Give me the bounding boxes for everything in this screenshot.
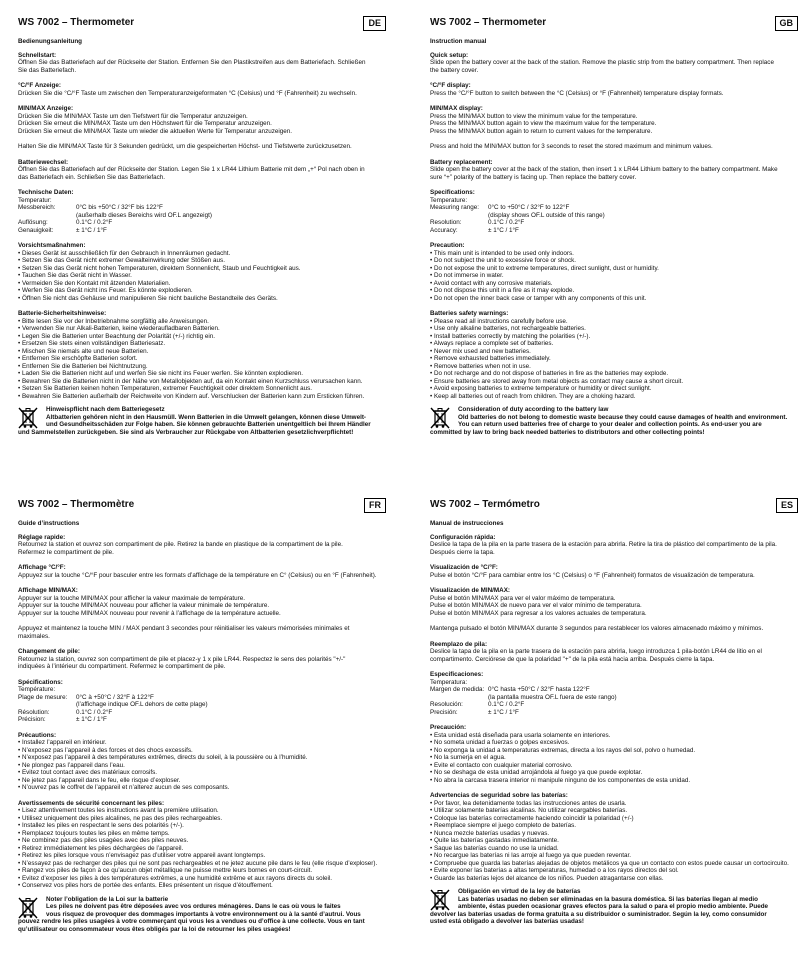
spec-row xyxy=(18,219,386,227)
spacer xyxy=(18,74,386,78)
crossed-bin-icon xyxy=(430,406,450,430)
battery-safety-text: • Nunca mezcle baterías usadas y nuevas. xyxy=(430,829,550,837)
title-row xyxy=(430,498,798,514)
spacer xyxy=(18,97,386,101)
battery-replacement-text: indiquées à l’intérieur du compartiment. Refermez le compartiment de pile. xyxy=(18,663,226,670)
battery-safety-heading: Avertissements de sécurité concernant les piles: xyxy=(18,799,165,807)
panel-title: WS 7002 – Thermometer xyxy=(430,17,547,28)
minmax-reset-text: Press and hold the MIN/MAX button for 3 seconds to reset the stored maximum and minimum values. xyxy=(430,143,713,150)
precautions-text: • Installez l’appareil en intérieur. xyxy=(18,739,107,746)
quick-setup-text: the battery cover. xyxy=(430,66,479,74)
spec-value: ± 1°C / 1°F xyxy=(488,708,519,716)
spec-key: Auflösung: xyxy=(18,219,48,226)
disposal-title: Obligación en virtud de la ley de baterías xyxy=(458,888,581,895)
spec-value: 0°C à +50°C / 32°F à 122°F xyxy=(76,693,154,701)
disposal-title: Noter l’obligation de la Loi sur la batterie xyxy=(46,895,169,903)
battery-replacement-text: Retournez la station, ouvrez son compartiment de pile et placez-y 1 x pile LR44. Respectez le sens des polarités "+/-" xyxy=(18,655,346,663)
panel-gb xyxy=(430,16,798,436)
battery-safety-text: • Por favor, lea detenidamente todas las instrucciones antes de usarla. xyxy=(430,799,627,807)
unit-display-text: Drücken Sie die °C/°F Taste um zwischen den Temperaturanzeigeformaten °C (Celsius) und °F (Fahrenheit) zu wechseln. xyxy=(18,89,357,97)
disposal-line: Les piles ne doivent pas être déposées avec vos ordures ménagères. Dans le cas où vous le faites xyxy=(46,903,341,910)
battery-safety-text: • Ensure batteries are stored away from metal objects as contact may cause a short circuit. xyxy=(430,377,684,385)
precautions-text: • Setzen Sie das Gerät nicht extremer Gewalteinwirkung oder Stößen aus. xyxy=(18,257,225,264)
disposal-line: qu’utilisateur ou consommateur vous êtes obligés par la loi de retourner les piles usagées! xyxy=(18,925,291,933)
precautions-text: • N’ouvrez pas le coffret de l’appareil et n’alterez aucun de ses composants. xyxy=(18,784,230,791)
battery-safety-text: • Entfernen Sie die Batterien bei Nichtnutzung. xyxy=(18,362,148,370)
battery-safety-text: • Avoid exposing batteries to extreme temperature or humidity or direct sunlight. xyxy=(430,385,652,392)
minmax-reset-text: Mantenga pulsado el botón MIN/MAX durante 3 segundos para restablecer los valores almacenado máximo y mínimos. xyxy=(430,625,764,632)
spec-row xyxy=(18,227,386,235)
disposal-title: Consideration of duty according to the battery law xyxy=(458,406,609,413)
spec-key xyxy=(18,212,76,220)
battery-safety-text: • Laden Sie die Batterien nicht auf und werfen Sie sie nicht ins Feuer werfen. Sie könnten explodieren. xyxy=(18,370,304,377)
spec-value: 0°C hasta +50°C / 32°F hasta 122°F xyxy=(488,686,590,693)
battery-safety-text: • Quite las baterías gastadas inmediatamente. xyxy=(430,837,559,844)
spec-temperature-label: Temperatura: xyxy=(430,678,468,686)
spec-row xyxy=(430,219,798,227)
minmax-display-heading: MIN/MAX Anzeige: xyxy=(18,105,74,112)
quick-setup-heading: Réglage rapide: xyxy=(18,533,66,541)
battery-replacement-text: Deslice la tapa de la pila en la parte trasera de la estación para abrirla, luego introduzca 1 pila-botón LR44 de litio en el xyxy=(430,648,762,655)
disposal-line: You can return used batteries free of charge to your dealer and collection points. As end-user you are xyxy=(458,421,762,428)
language-badge: ES xyxy=(776,498,798,513)
title-row xyxy=(430,16,798,32)
battery-safety-text: • Ersetzen Sie stets einen vollständigen Batteriesatz. xyxy=(18,340,166,347)
precautions-text: • Esta unidad está diseñada para usarla solamente en interiores. xyxy=(430,731,611,739)
battery-safety-text: • Verwenden Sie nur Alkali-Batterien, keine wiederaufladbaren Batterien. xyxy=(18,325,220,332)
spec-row xyxy=(430,212,798,220)
disposal-line: Old batteries do not belong to domestic waste because they could cause damages of health and environment. xyxy=(458,413,788,421)
spacer xyxy=(430,151,798,155)
minmax-reset-text: Halten Sie die MIN/MAX Taste für 3 Sekunden gedrückt, um die gespeicherten Höchst- und Tiefstwerte zurückzusetzen. xyxy=(18,143,352,150)
spec-value: ± 1°C / 1°F xyxy=(76,716,107,723)
spec-value: (display shows OF.L outside of this range) xyxy=(488,211,605,219)
quick-setup-heading: Configuración rápida: xyxy=(430,533,496,541)
spacer xyxy=(430,556,798,560)
panel-fr xyxy=(18,498,386,933)
battery-safety-text: • N’essayez pas de recharger des piles qui ne sont pas rechargeables et ne jetez aucune pile dans le feu (elle risque d’exploser). xyxy=(18,859,378,867)
spec-temperature-label: Température: xyxy=(18,686,56,693)
panel-title: WS 7002 – Thermomètre xyxy=(18,499,135,510)
battery-safety-text: • Never mix used and new batteries. xyxy=(430,347,531,355)
battery-safety-text: • Compruebe que guarda las baterías alejadas de objetos metálicos ya que un contacto con estos puede causar un cortocircuito. xyxy=(430,859,789,867)
spec-temperature-label: Temperature: xyxy=(430,196,468,204)
minmax-display-text: Appuyer sur la touche MIN/MAX pour afficher la valeur maximale de température. xyxy=(18,594,246,602)
spacer xyxy=(430,74,798,78)
precautions-heading: Precaution: xyxy=(430,242,465,249)
battery-disposal-notice xyxy=(430,406,798,436)
precautions-text: • No exponga la unidad a temperaturas extremas, directa a los rayos del sol, polvo o humedad. xyxy=(430,746,696,754)
spacer xyxy=(18,151,386,155)
spacer xyxy=(430,302,798,306)
unit-display-heading: Visualización de °C/°F: xyxy=(430,564,498,571)
crossed-bin-icon xyxy=(18,896,38,920)
battery-safety-text: • Utilisez uniquement des piles alcalines, ne pas des piles rechargeables. xyxy=(18,814,223,822)
spec-row xyxy=(430,709,798,717)
disposal-line: devolver las baterías usadas de forma gratuita a su distribuidor o suministrador. Según la ley, como consumidor xyxy=(430,910,767,918)
spacer xyxy=(430,579,798,583)
spec-key: Measuring range: xyxy=(430,204,480,211)
spacer xyxy=(430,784,798,788)
spec-row xyxy=(430,694,798,702)
battery-safety-text: • Entfernen Sie erschöpfte Batterien sofort. xyxy=(18,355,138,362)
spec-key: Résolution: xyxy=(18,708,50,716)
disposal-line: vous risquez de provoquer des dommages importants à votre environnement ou à la santé d’autrui. Vous xyxy=(46,910,361,918)
battery-safety-text: • Please read all instructions carefully before use. xyxy=(430,317,568,325)
battery-replacement-heading: Changement de pile: xyxy=(18,648,80,655)
disposal-text xyxy=(430,888,769,926)
minmax-display-text: Appuyer sur la touche MIN/MAX nouveau pour revenir à l’affichage de la température actuelle. xyxy=(18,609,281,617)
battery-disposal-notice xyxy=(430,888,798,926)
battery-safety-text: • Rangez vos piles de façon à ce qu’aucun objet métallique ne puisse mettre leurs bornes en court-circuit. xyxy=(18,867,313,874)
unit-display-heading: °C/°F Anzeige: xyxy=(18,82,61,89)
minmax-display-text: Drücken Sie erneut die MIN/MAX Taste um den Höchstwert für die Temperatur anzuzeigen. xyxy=(18,120,272,127)
spec-key: Genauigkeit: xyxy=(18,226,54,234)
spec-row xyxy=(18,701,386,709)
minmax-display-text: Appuyer sur la touche MIN/MAX nouveau pour afficher la valeur minimale de température. xyxy=(18,602,270,609)
spacer xyxy=(430,663,798,667)
quick-setup-heading: Quick setup: xyxy=(430,51,469,59)
precautions-text: • Öffnen Sie nicht das Gehäuse und manipulieren Sie nicht bauliche Bestandteile des Geräts. xyxy=(18,294,278,302)
precautions-text: • No la sumerja en el agua. xyxy=(430,754,506,761)
precautions-text: • Ne plongez pas l’appareil dans l’eau. xyxy=(18,761,125,769)
spacer xyxy=(18,234,386,238)
disposal-line: und Sammelstellen zurückgeben. Sie sind als Verbraucher zur Rückgabe von Altbatterien gesetzlichverpflichtet! xyxy=(18,428,354,436)
spec-key xyxy=(18,701,76,709)
spec-key: Accuracy: xyxy=(430,226,458,234)
battery-safety-text: • Ne combinez pas des piles usagées avec des piles neuves. xyxy=(18,837,189,844)
precautions-text: • Vermeiden Sie den Kontakt mit ätzenden Materialien. xyxy=(18,279,171,287)
quick-setup-text: Retournez la station et ouvrez son compartiment de pile. Retirez la bande en plastique de la compartiment de la pile. xyxy=(18,541,343,548)
specifications-heading: Spécifications: xyxy=(18,678,63,686)
spec-value: 0°C bis +50°C / 32°F bis 122°F xyxy=(76,204,163,211)
precautions-heading: Précautions: xyxy=(18,731,57,739)
precautions-text: • Do not immerse in water. xyxy=(430,272,504,279)
minmax-display-text: Press the MIN/MAX button again to return to current values for the temperature. xyxy=(430,127,653,135)
spec-key: Précision: xyxy=(18,716,46,723)
minmax-display-text: Pulse el botón MIN/MAX para regresar a los valores actuales de temperatura. xyxy=(430,609,647,617)
disposal-line: Altbatterien gehören nicht in den Hausmüll. Wenn Batterien in die Umwelt gelangen, können diese Umwelt- xyxy=(46,413,367,421)
minmax-display-text: Pulse el botón MIN/MAX de nuevo para ver el valor mínimo de temperatura. xyxy=(430,602,642,609)
specifications-heading: Especificaciones: xyxy=(430,671,484,678)
spacer xyxy=(18,724,386,728)
precautions-text: • Do not subject the unit to excessive force or shock. xyxy=(430,257,577,264)
spacer xyxy=(18,640,386,644)
battery-safety-text: • Setzen Sie Batterien keinen hohen Temperaturen, extremer Feuchtigkeit oder direktem Sonnenlicht aus. xyxy=(18,385,313,392)
spec-key: Resolution: xyxy=(430,219,462,226)
minmax-display-heading: Affichage MIN/MAX: xyxy=(18,587,78,594)
spec-key: Precisión: xyxy=(430,708,458,716)
battery-safety-text: • Remove exhausted batteries immediately. xyxy=(430,355,551,362)
minmax-reset-text: Appuyez et maintenez la touche MIN / MAX pendant 3 secondes pour réinitialiser les valeurs mémorisées minimales et xyxy=(18,625,350,632)
panel-de xyxy=(18,16,386,436)
spec-value: 0.1°C / 0.2°F xyxy=(488,701,525,708)
quick-setup-text: Öffnen Sie das Batteriefach auf der Rückseite der Station. Entfernen Sie den Plastikstreifen aus dem Batteriefach. Schließen xyxy=(18,59,366,66)
battery-safety-text: • Always replace a complete set of batteries. xyxy=(430,340,554,347)
battery-safety-text: • Evitez d’exposer les piles à des températures extrêmes, a une humidité extrême et aux rayons directs du soleil. xyxy=(18,874,333,882)
panel-es xyxy=(430,498,798,926)
quick-setup-text: Sie das Batteriefach. xyxy=(18,66,77,74)
battery-safety-text: • Retirez les piles lorsque vous n’envisagez pas d’utiliser votre appareil avant longtemps. xyxy=(18,852,266,859)
battery-safety-text: • Install batteries correctly by matching the polarities (+/-). xyxy=(430,332,591,340)
spacer xyxy=(18,579,386,583)
spec-row xyxy=(430,227,798,235)
spec-row xyxy=(18,212,386,220)
spec-row xyxy=(18,694,386,702)
disposal-text xyxy=(430,406,788,436)
quick-setup-heading: Schnellstart: xyxy=(18,51,57,59)
battery-safety-text: • Legen Sie die Batterien unter Beachtung der Polarität (+/-) richtig ein. xyxy=(18,332,215,340)
precautions-text: • Setzen Sie das Gerät nicht hohen Temperaturen, direktem Sonnenlicht, Staub und Feuchtigkeit aus. xyxy=(18,264,301,272)
minmax-reset-text: maximales. xyxy=(18,632,50,640)
battery-safety-text: • Coloque las baterías correctamente haciendo coincidir la polaridad (+/-) xyxy=(430,814,634,822)
spec-value: 0°C to +50°C / 32°F to 122°F xyxy=(488,204,570,211)
spacer xyxy=(430,633,798,637)
spec-value: (l’affichage indique OF.L dehors de cette plage) xyxy=(76,701,208,708)
battery-safety-text: • Installez les piles en respectant le sens des polarités (+/-). xyxy=(18,822,184,829)
battery-replacement-text: sure “+” polarity of the battery is facing up. Then replace the battery cover. xyxy=(430,173,637,181)
battery-safety-text: • Do not recharge and do not dispose of batteries in fire as the batteries may explode. xyxy=(430,370,669,377)
spec-value: (außerhalb dieses Bereichs wird OF.L angezeigt) xyxy=(76,211,212,219)
precautions-text: • Werfen Sie das Gerät nicht ins Feuer. Es könnte explodieren. xyxy=(18,287,193,294)
spec-row xyxy=(430,204,798,212)
manual-subtitle: Bedienungsanleitung xyxy=(18,38,83,45)
minmax-display-text: Drücken Sie die MIN/MAX Taste um den Tiefstwert für die Temperatur anzuzeigen. xyxy=(18,112,248,120)
panel-title: WS 7002 – Thermometer xyxy=(18,17,135,28)
battery-safety-text: • No recargue las baterías ni las arroje al fuego ya que pueden reventar. xyxy=(430,852,632,859)
quick-setup-text: Refermez le compartiment de pile. xyxy=(18,548,114,556)
spacer xyxy=(18,181,386,185)
unit-display-text: Appuyez sur la touche °C/°F pour basculer entre les formats d’affichage de la température en C° (Celsius) ou en °F (Fahrenheit). xyxy=(18,571,377,579)
battery-safety-heading: Batterie-Sicherheitshinweise: xyxy=(18,310,107,317)
precautions-text: • No someta unidad a fuerzas o golpes excesivos. xyxy=(430,739,570,746)
battery-safety-text: • Remplacez toujours toutes les piles en même temps. xyxy=(18,829,170,837)
quick-setup-text: Deslice la tapa de la pila en la parte trasera de la estación para abrirla. Retire la tira de plástico del compartimento de la pila. xyxy=(430,541,777,548)
precautions-text: • Ne jetez pas l’appareil dans le feu, elle risque d’exploser. xyxy=(18,776,181,784)
spacer xyxy=(18,302,386,306)
disposal-text xyxy=(18,895,365,934)
manual-subtitle: Manual de instrucciones xyxy=(430,520,504,527)
language-badge: FR xyxy=(364,498,386,513)
title-row xyxy=(18,16,386,32)
minmax-display-heading: MIN/MAX display: xyxy=(430,105,483,112)
battery-safety-text: • Bewahren Sie Batterien außerhalb der Reichweite von Kindern auf. Verschlucken der Batterien kann zum Ersticken führen. xyxy=(18,392,365,400)
minmax-display-heading: Visualización de MIN/MAX: xyxy=(430,587,511,594)
precautions-text: • Avoid contact with any corrosive materials. xyxy=(430,279,553,287)
battery-safety-text: • Lisez attentivement toutes les instructions avant la première utilisation. xyxy=(18,807,219,814)
disposal-text xyxy=(18,406,371,436)
specifications-heading: Specifications: xyxy=(430,189,475,196)
crossed-bin-icon xyxy=(18,406,38,430)
precautions-text: • Do not dispose this unit in a fire as it may explode. xyxy=(430,287,575,294)
battery-disposal-notice xyxy=(18,406,386,436)
minmax-display-text: Drücken Sie erneut die MIN/MAX Taste um wieder die aktuellen Werte für Temperatur anzuzeigen. xyxy=(18,127,293,135)
spec-value: ± 1°C / 1°F xyxy=(76,226,107,234)
title-row xyxy=(18,498,386,514)
spec-row xyxy=(18,204,386,212)
precautions-text: • No se deshaga de esta unidad arrojándola al fuego ya que puede explotar. xyxy=(430,769,643,776)
unit-display-heading: Affichage °C/°F: xyxy=(18,564,66,571)
battery-replacement-text: das Batteriefach ein. Schließen Sie das Batteriefach. xyxy=(18,173,166,181)
precautions-text: • Evitez tout contact avec des matériaux corrosifs. xyxy=(18,769,158,776)
battery-safety-text: • Remove batteries when not in use. xyxy=(430,362,531,370)
disposal-line: usted está obligado a devolver las baterías usadas! xyxy=(430,918,584,925)
spec-key: Messbereich: xyxy=(18,204,56,211)
language-badge: DE xyxy=(363,16,386,31)
spec-temperature-label: Temperatur: xyxy=(18,196,52,204)
spacer xyxy=(430,234,798,238)
spacer xyxy=(18,792,386,796)
spec-row xyxy=(18,709,386,717)
spacer xyxy=(18,671,386,675)
precautions-text: • Dieses Gerät ist ausschließlich für den Gebrauch in Innenräumen gedacht. xyxy=(18,249,231,257)
precautions-text: • This main unit is intended to be used only indoors. xyxy=(430,249,574,257)
spacer xyxy=(430,97,798,101)
battery-safety-text: • Saque las baterías cuando no use la unidad. xyxy=(430,844,559,852)
spacer xyxy=(430,716,798,720)
specifications-heading: Technische Daten: xyxy=(18,189,74,196)
unit-display-text: Press the °C/°F button to switch between the °C (Celsius) or °F (Fahrenheit) temperature display formats. xyxy=(430,89,724,97)
battery-safety-heading: Batteries safety warnings: xyxy=(430,310,509,317)
battery-replacement-heading: Batteriewechsel: xyxy=(18,158,69,166)
spec-value: ± 1°C / 1°F xyxy=(488,226,519,234)
minmax-display-text: Pulse el botón MIN/MAX para ver el valor máximo de temperatura. xyxy=(430,594,616,602)
battery-safety-heading: Advertencias de seguridad sobre las baterías: xyxy=(430,792,568,799)
spec-row xyxy=(430,686,798,694)
battery-replacement-heading: Reemplazo de pila: xyxy=(430,640,488,648)
disposal-line: pouvez rendre les piles usagées à votre commerçant qui vous les a vendues ou d’office à une collecte. Vous en tant xyxy=(18,918,365,925)
disposal-line: ambiente, éstas pueden ocasionar graves efectos para la salud o para el propio medio ambiente. Puede xyxy=(458,903,769,910)
spec-row xyxy=(18,716,386,724)
disposal-line: und Gesundheitsschäden zur Folge haben. Sie können gebrauchte Batterien unentgeltlich bei Ihrem Händler xyxy=(46,421,371,428)
quick-setup-text: Después cierre la tapa. xyxy=(430,548,495,556)
spec-key: Plage de mesure: xyxy=(18,693,68,701)
spacer xyxy=(430,181,798,185)
precautions-text: • Do not open the inner back case or tamper with any components of this unit. xyxy=(430,294,647,302)
spacer xyxy=(18,556,386,560)
precautions-text: • No abra la carcasa trasera interior ni manipule ninguno de los componentes de esta unidad. xyxy=(430,776,691,784)
battery-safety-text: • Bewahren Sie die Batterien nicht in der Nähe von Metallobjekten auf, da ein Kontakt einen Kurzschluss verursachen kann. xyxy=(18,377,363,385)
battery-safety-text: • Conservez vos piles hors de portée des enfants. Elles présentent un risque d’étouffement. xyxy=(18,882,273,889)
battery-replacement-text: Slide open the battery cover at the back of the station, then insert 1 x LR44 Lithium battery to the battery compartment. Make xyxy=(430,166,778,173)
spec-key xyxy=(430,212,488,220)
spec-key: Resolución: xyxy=(430,701,463,708)
crossed-bin-icon xyxy=(430,888,450,912)
disposal-line: committed by law to bring back needed batteries to distributors and other collecting points! xyxy=(430,428,705,436)
spec-value: 0.1°C / 0.2°F xyxy=(488,219,525,226)
precautions-text: • Do not expose the unit to extreme temperatures, direct sunlight, dust or humidity. xyxy=(430,264,659,272)
minmax-display-text: Press the MIN/MAX button again to view the maximum value for the temperature. xyxy=(430,120,657,127)
unit-display-heading: °C/°F display: xyxy=(430,82,471,89)
minmax-display-text: Press the MIN/MAX button to view the minimum value for the temperature. xyxy=(430,112,638,120)
manual-subtitle: Instruction manual xyxy=(430,38,487,45)
battery-safety-text: • Mischen Sie niemals alte und neue Batterien. xyxy=(18,347,149,355)
battery-replacement-text: compartimento. Cerciórese de que la polaridad "+" de la pila está hacia arriba. Después cierre la tapa. xyxy=(430,655,715,663)
battery-safety-text: • Bitte lesen Sie vor der Inbetriebnahme sorgfältig alle Anweisungen. xyxy=(18,317,209,325)
precautions-text: • Evite el contacto con cualquier material corrosivo. xyxy=(430,761,573,769)
precautions-heading: Vorsichtsmaßnahmen: xyxy=(18,242,86,249)
battery-replacement-text: Öffnen Sie das Batteriefach auf der Rückseite der Station. Legen Sie 1 x LR44 Lithium Batterie mit dem „+“ Pol nach oben in xyxy=(18,166,365,173)
battery-disposal-notice xyxy=(18,896,386,934)
spec-value: 0.1°C / 0.2°F xyxy=(76,708,113,716)
battery-safety-text: • Evite exponer las baterías a altas temperaturas, humedad o a los rayos directos del sol. xyxy=(430,867,679,874)
precautions-text: • N’exposez pas l’appareil à des températures extrêmes, directs du soleil, à la poussière ou à l’humidité. xyxy=(18,754,308,761)
battery-safety-text: • Keep all batteries out of reach from children. They are a choking hazard. xyxy=(430,392,636,400)
spec-row xyxy=(430,701,798,709)
language-badge: GB xyxy=(775,16,799,31)
precautions-text: • N’exposez pas l’appareil à des forces et des chocs excessifs. xyxy=(18,746,193,754)
spec-key xyxy=(430,694,488,702)
battery-safety-text: • Retirez immédiatement les piles déchargées de l’appareil. xyxy=(18,844,184,852)
spec-value: 0.1°C / 0.2°F xyxy=(76,219,113,226)
unit-display-text: Pulse el botón °C/°F para cambiar entre los °C (Celsius) o °F (Fahrenheit) formatos de visualización de temperatura. xyxy=(430,571,755,579)
battery-replacement-heading: Battery replacement: xyxy=(430,158,493,166)
precautions-text: • Tauchen Sie das Gerät nicht in Wasser. xyxy=(18,272,132,279)
panel-title: WS 7002 – Termómetro xyxy=(430,499,540,510)
battery-safety-text: • Guarde las baterías lejos del alcance de los niños. Pueden atragantarse con ellas. xyxy=(430,874,664,882)
battery-safety-text: • Utilizar solamente baterías alcalinas. No utilizar recargables baterías. xyxy=(430,807,628,814)
battery-safety-text: • Reemplace siempre el juego completo de baterías. xyxy=(430,822,577,829)
spec-value: (la pantalla muestra OF.L fuera de este rango) xyxy=(488,693,617,701)
precautions-heading: Precaución: xyxy=(430,724,467,731)
disposal-title: Hinweispflicht nach dem Batteriegesetz xyxy=(46,406,165,413)
spec-key: Margen de medida: xyxy=(430,686,485,693)
disposal-line: Las baterías usadas no deben ser eliminadas en la basura doméstica. Si las baterías llegan al medio xyxy=(458,895,758,903)
manual-subtitle: Guide d’instructions xyxy=(18,520,80,527)
battery-safety-text: • Use only alkaline batteries, not rechargeable batteries. xyxy=(430,325,586,332)
quick-setup-text: Slide open the battery cover at the back of the station. Remove the plastic strip from the battery compartment. Then replace xyxy=(430,59,774,66)
